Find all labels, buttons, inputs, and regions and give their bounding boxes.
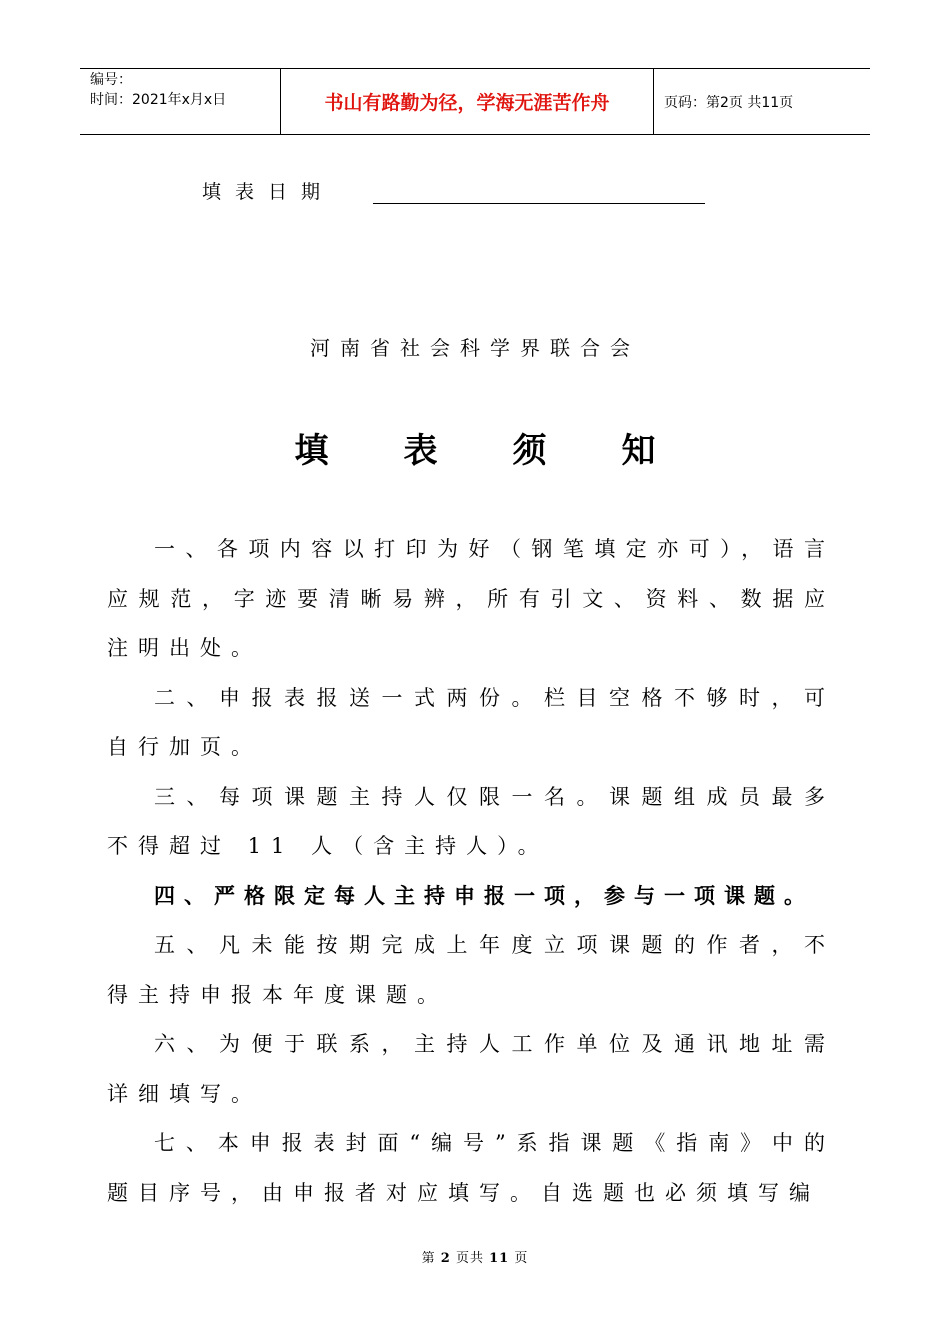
instruction-item-3: 三、每项课题主持人仅限一名。课题组成员最多不得超过 11 人（含主持人）。 [107, 784, 835, 858]
header-info-cell [80, 69, 281, 134]
document-time-label: 时间：2021年x月x日 [90, 92, 227, 108]
instruction-item-2: 二、申报表报送一式两份。栏目空格不够时，可自行加页。 [107, 685, 835, 759]
document-number-label: 编号： [90, 72, 132, 88]
fill-date-label: 填表日期 [202, 181, 335, 203]
page-footer [0, 1247, 950, 1266]
instruction-item-6: 六、为便于联系，主持人工作单位及通讯地址需详细填写。 [107, 1032, 835, 1106]
footer-mid: 页共 [455, 1251, 484, 1266]
footer-page-total: 11 [489, 1251, 510, 1266]
footer-prefix: 第 [421, 1251, 436, 1266]
instruction-item-7: 七、本申报表封面“编号”系指课题《指南》中的题目序号，由申报者对应填写。自选题也必须填写编 [107, 1131, 835, 1205]
instruction-item-4: 四、严格限定每人主持申报一项，参与一项课题。 [154, 883, 814, 908]
fill-date-line [373, 203, 705, 204]
instructions-body [107, 525, 835, 1218]
header-motto: 书山有路勤为径，学海无涯苦作舟 [281, 69, 654, 134]
footer-suffix: 页 [514, 1251, 529, 1266]
page-header-table [80, 68, 870, 135]
header-page-code: 页码：第2页 共11页 [664, 94, 794, 111]
footer-page-number: 2 [440, 1251, 451, 1266]
instruction-item-5: 五、凡未能按期完成上年度立项课题的作者，不得主持申报本年度课题。 [107, 933, 835, 1007]
organization-name: 河南省社会科学界联合会 [310, 336, 640, 360]
instruction-item-1: 一、各项内容以打印为好（钢笔填定亦可），语言应规范，字迹要清晰易辨，所有引文、资料、数据应注明出处。 [107, 537, 835, 660]
page-title: 填表须知 [294, 431, 731, 471]
